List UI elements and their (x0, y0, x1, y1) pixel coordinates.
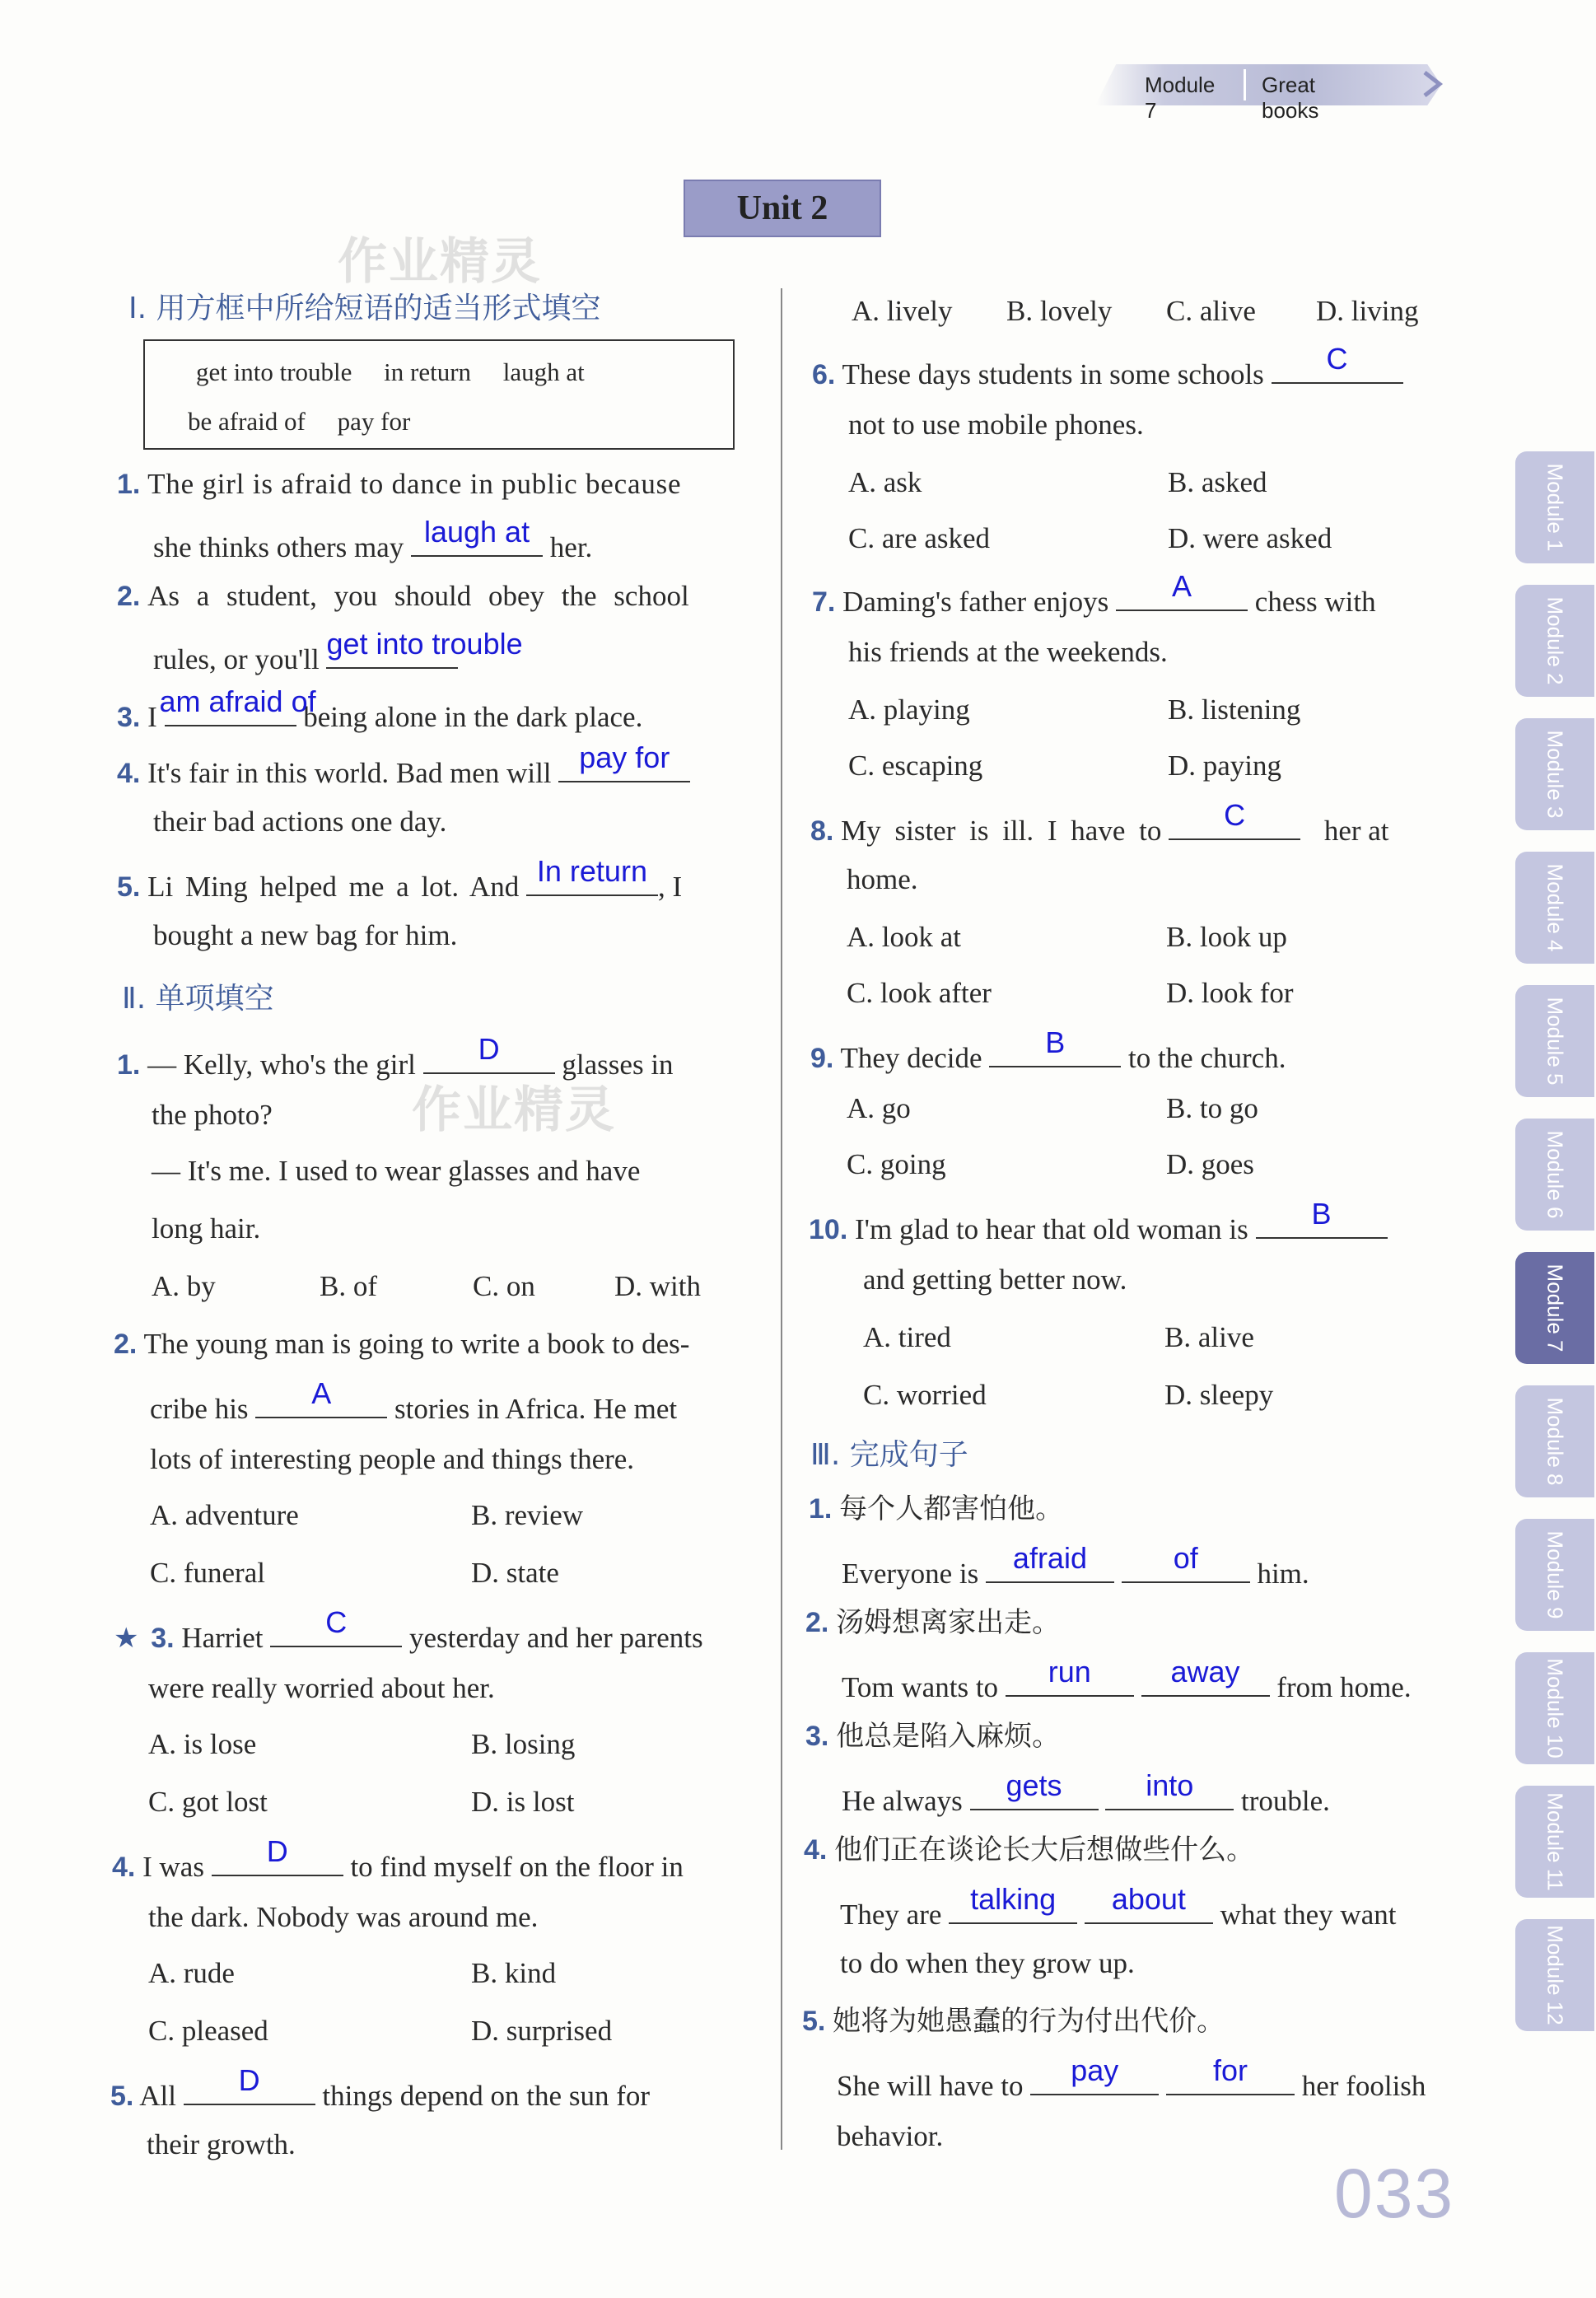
answer-text: In return (536, 854, 647, 888)
question-number: 5. (110, 2081, 134, 2112)
tab-label: Module 3 (1542, 730, 1568, 819)
question-text: Daming's father enjoys (842, 586, 1109, 618)
answer-text: C (325, 1605, 348, 1639)
tab-module-7[interactable] (1515, 1252, 1594, 1364)
option[interactable]: B. lovely (1006, 295, 1113, 327)
question-line (114, 1605, 703, 1656)
column-divider (781, 288, 782, 2150)
option[interactable]: A. go (847, 1092, 911, 1124)
option[interactable]: B. to go (1166, 1092, 1258, 1124)
sentence-text: from home. (1276, 1671, 1412, 1703)
tab-label: Module 7 (1542, 1263, 1568, 1352)
question-number: 4. (117, 758, 141, 789)
option[interactable]: C. pleased (148, 2015, 268, 2047)
sentence-text: trouble. (1241, 1785, 1330, 1817)
tab-module-4[interactable] (1515, 852, 1594, 964)
option[interactable]: A. tired (863, 1321, 951, 1353)
question-line (153, 515, 593, 566)
sentence-text: what they want (1220, 1899, 1397, 1931)
question-text: their bad actions one day. (153, 806, 447, 838)
option[interactable]: C. worried (863, 1379, 987, 1411)
question-line (150, 1376, 678, 1427)
answer-line (842, 1655, 1412, 1706)
question-text: Li Ming helped me a lot. And (147, 871, 520, 903)
answer-line (837, 2053, 1426, 2104)
question-text: things depend on the sun for (322, 2080, 650, 2112)
question-number: 5. (117, 871, 141, 903)
phrase: in return (384, 357, 472, 386)
option[interactable]: A. is lose (148, 1728, 257, 1760)
chinese-prompt: 她将为她愚蠢的行为付出代价。 (833, 2005, 1225, 2038)
question-text: — Kelly, who's the girl (147, 1049, 416, 1081)
page-number: 033 (1334, 2155, 1455, 2232)
question-text: I (147, 701, 157, 733)
tab-label: Module 6 (1542, 1130, 1568, 1219)
tab-module-11[interactable] (1515, 1786, 1594, 1898)
section-heading-2: Ⅱ. 单项填空 (122, 982, 274, 1016)
question-number: 9. (810, 1043, 834, 1074)
question-line (805, 1718, 1060, 1754)
question-number: 2. (114, 1329, 138, 1360)
question-line (117, 854, 683, 905)
option[interactable]: B. asked (1168, 466, 1267, 498)
answer-text: for (1212, 2053, 1248, 2087)
answer-blank[interactable] (1006, 1655, 1134, 1697)
question-line (117, 1032, 674, 1083)
question-text: she thinks others may (153, 531, 404, 563)
answer-text: pay for (579, 740, 670, 774)
question-line (153, 627, 523, 678)
question-text: the photo? (152, 1099, 273, 1131)
option[interactable]: D. were asked (1168, 522, 1332, 554)
question-text: chess with (1254, 586, 1376, 618)
option[interactable]: B. of (320, 1270, 377, 1302)
sentence-text: He always (842, 1785, 963, 1817)
question-line (117, 740, 690, 792)
option[interactable]: B. review (471, 1499, 584, 1531)
sentence-text: him. (1257, 1558, 1309, 1590)
question-text: It's fair in this world. Bad men will (147, 757, 552, 789)
answer-blank[interactable] (970, 1768, 1099, 1810)
header-module: Module 7 (1145, 72, 1216, 123)
question-line (802, 2003, 1225, 2039)
tab-module-6[interactable] (1515, 1119, 1594, 1231)
question-text: were really worried about her. (148, 1672, 495, 1704)
question-text: , I (657, 871, 683, 903)
answer-blank[interactable] (526, 854, 658, 896)
chinese-prompt: 每个人都害怕他。 (839, 1492, 1064, 1525)
question-line (812, 569, 1376, 620)
question-line (812, 342, 1403, 393)
tab-label: Module 4 (1542, 863, 1568, 952)
tab-module-10[interactable] (1515, 1652, 1594, 1764)
question-line (805, 1604, 1060, 1641)
question-line (117, 466, 681, 502)
option[interactable]: D. look for (1166, 977, 1294, 1009)
tab-module-1[interactable] (1515, 451, 1594, 563)
answer-text: C (1326, 342, 1348, 376)
option[interactable]: D. paying (1168, 750, 1282, 782)
answer-blank[interactable] (1256, 1197, 1388, 1239)
answer-blank[interactable] (1122, 1541, 1250, 1583)
question-text: to find myself on the floor in (350, 1851, 684, 1883)
question-number: 1. (117, 469, 141, 500)
answer-text: am afraid of (159, 684, 316, 718)
section-heading-3: Ⅲ. 完成句子 (810, 1438, 968, 1472)
question-text: These days students in some schools (842, 358, 1264, 390)
answer-blank[interactable] (270, 1605, 402, 1647)
answer-text: pay (1071, 2053, 1119, 2087)
tab-label: Module 9 (1542, 1530, 1568, 1619)
section-heading-1: Ⅰ. 用方框中所给短语的适当形式填空 (128, 292, 601, 325)
answer-blank[interactable] (989, 1025, 1121, 1067)
question-line (117, 578, 689, 614)
option[interactable]: B. listening (1168, 694, 1301, 726)
option[interactable]: B. look up (1166, 921, 1287, 953)
question-text: rules, or you'll (153, 643, 320, 675)
answer-text: into (1146, 1768, 1194, 1802)
header-title: Great books (1262, 72, 1319, 123)
question-number: 4. (112, 1852, 136, 1883)
question-number: 2. (805, 1607, 829, 1638)
question-text: All (139, 2080, 176, 2112)
answer-text: B (1311, 1197, 1332, 1231)
chevron-right-icon (1418, 69, 1448, 99)
question-line (804, 1832, 1254, 1868)
question-line (114, 1326, 689, 1362)
question-text: — It's me. I used to wear glasses and have (152, 1155, 641, 1187)
star-icon: ★ (114, 1623, 139, 1654)
question-text: not to use mobile phones. (848, 409, 1144, 441)
question-line (117, 684, 643, 736)
answer-blank[interactable] (159, 684, 316, 726)
option[interactable]: C. funeral (150, 1557, 265, 1589)
answer-text: A (1172, 569, 1192, 603)
question-number: 6. (812, 359, 836, 390)
sentence-text: behavior. (837, 2120, 944, 2152)
answer-blank[interactable] (423, 1032, 555, 1074)
answer-blank[interactable] (558, 740, 690, 782)
tab-label: Module 8 (1542, 1397, 1568, 1486)
answer-blank[interactable] (212, 1834, 343, 1876)
question-text: Harriet (181, 1622, 264, 1654)
option[interactable]: D. living (1316, 295, 1419, 327)
word-box (143, 339, 735, 450)
phrase: get into trouble (196, 357, 352, 386)
answer-text: A (311, 1376, 332, 1410)
question-number: 7. (812, 586, 836, 618)
answer-text: gets (1006, 1768, 1062, 1802)
sentence-text: Everyone is (842, 1558, 979, 1590)
question-text: The girl is afraid to dance in public because (147, 468, 682, 500)
question-text: cribe his (150, 1393, 249, 1425)
option[interactable]: C. alive (1166, 295, 1256, 327)
tab-label: Module 12 (1542, 1925, 1568, 2025)
option[interactable]: A. by (152, 1270, 216, 1302)
option[interactable]: C. look after (847, 977, 992, 1009)
answer-blank[interactable] (1141, 1655, 1270, 1697)
question-number: 1. (809, 1493, 833, 1525)
sentence-text: She will have to (837, 2070, 1024, 2102)
question-text: to the church. (1127, 1042, 1286, 1074)
question-line (809, 1197, 1388, 1248)
sentence-text: They are (840, 1899, 942, 1931)
question-line (810, 1025, 1286, 1077)
answer-blank[interactable] (1105, 1768, 1234, 1810)
answer-text: laugh at (423, 515, 530, 549)
chinese-prompt: 汤姆想离家出走。 (836, 1606, 1061, 1639)
option[interactable]: D. state (471, 1557, 559, 1589)
answer-text: D (478, 1032, 500, 1066)
question-text: As a student, you should obey the school (147, 580, 689, 612)
question-number: 5. (802, 2006, 826, 2037)
question-text: My sister is ill. I have to (841, 815, 1162, 847)
tab-module-12[interactable] (1515, 1919, 1594, 2031)
sentence-text: to do when they grow up. (840, 1947, 1135, 1979)
answer-blank[interactable] (1166, 2053, 1295, 2095)
option[interactable]: D. goes (1166, 1148, 1254, 1180)
answer-line (842, 1768, 1330, 1819)
option[interactable]: C. got lost (148, 1786, 268, 1818)
question-text: They decide (840, 1042, 982, 1074)
option[interactable]: C. on (473, 1270, 535, 1302)
answer-text: D (266, 1834, 288, 1868)
option[interactable]: A. look at (847, 921, 962, 953)
answer-text: of (1173, 1541, 1198, 1575)
question-line (112, 1834, 684, 1885)
sentence-text: Tom wants to (842, 1671, 999, 1703)
question-text: I'm glad to hear that old woman is (855, 1213, 1248, 1245)
tab-label: Module 2 (1542, 596, 1568, 685)
option[interactable]: D. surprised (471, 2015, 613, 2047)
tab-label: Module 10 (1542, 1658, 1568, 1759)
question-text: lots of interesting people and things there. (150, 1443, 635, 1475)
question-text: his friends at the weekends. (848, 636, 1168, 668)
option[interactable]: A. rude (148, 1957, 235, 1989)
answer-text: about (1111, 1882, 1186, 1916)
question-number: 2. (117, 581, 141, 612)
answer-line (840, 1882, 1397, 1933)
option[interactable]: A. lively (852, 295, 953, 327)
answer-blank[interactable] (1085, 1882, 1213, 1924)
question-text: yesterday and her parents (408, 1622, 703, 1654)
option[interactable]: A. adventure (150, 1499, 299, 1531)
tab-module-5[interactable] (1515, 985, 1594, 1097)
option[interactable]: B. alive (1164, 1321, 1254, 1353)
answer-blank[interactable] (326, 627, 523, 669)
question-line (810, 798, 1389, 849)
question-text: The young man is going to write a book to des- (143, 1328, 690, 1360)
answer-text: talking (970, 1882, 1057, 1916)
question-text: bought a new bag for him. (153, 919, 458, 951)
answer-blank[interactable] (184, 2063, 315, 2105)
answer-blank[interactable] (255, 1376, 387, 1418)
option[interactable]: D. sleepy (1164, 1379, 1274, 1411)
tab-label: Module 1 (1542, 463, 1568, 552)
header-separator (1244, 69, 1246, 100)
answer-line (842, 1541, 1309, 1592)
answer-text: afraid (1012, 1541, 1087, 1575)
question-text: stories in Africa. He met (394, 1393, 678, 1425)
tab-label: Module 11 (1542, 1792, 1568, 1891)
question-text: their growth. (147, 2128, 296, 2160)
tab-label: Module 5 (1542, 997, 1568, 1086)
option[interactable]: C. are asked (848, 522, 991, 554)
tab-module-8[interactable] (1515, 1385, 1594, 1497)
answer-text: D (238, 2063, 260, 2097)
answer-blank[interactable] (1169, 798, 1300, 840)
watermark: 作业精灵 (412, 1081, 616, 1139)
question-text: glasses in (562, 1049, 674, 1081)
option[interactable]: A. ask (848, 466, 922, 498)
tab-module-9[interactable] (1515, 1519, 1594, 1631)
chinese-prompt: 他总是陷入麻烦。 (836, 1720, 1061, 1753)
answer-text: B (1045, 1025, 1066, 1059)
answer-text: run (1048, 1655, 1091, 1688)
option[interactable]: C. escaping (848, 750, 983, 782)
answer-blank[interactable] (1030, 2053, 1159, 2095)
answer-blank[interactable] (1272, 342, 1403, 384)
answer-text: C (1224, 798, 1246, 832)
question-text: long hair. (152, 1212, 261, 1245)
answer-blank[interactable] (411, 515, 543, 557)
question-line (809, 1491, 1063, 1527)
option[interactable]: A. playing (848, 694, 970, 726)
option[interactable]: B. losing (471, 1728, 576, 1760)
question-text: her. (549, 531, 593, 563)
answer-blank[interactable] (986, 1541, 1114, 1583)
question-number: 10. (809, 1214, 848, 1245)
option[interactable]: D. with (614, 1270, 701, 1302)
question-text: being alone in the dark place. (303, 701, 643, 733)
question-text: and getting better now. (863, 1263, 1127, 1296)
question-number: 8. (810, 815, 834, 847)
tab-module-2[interactable] (1515, 585, 1594, 697)
option[interactable]: D. is lost (471, 1786, 575, 1818)
question-text: I was (142, 1851, 204, 1883)
question-text: the dark. Nobody was around me. (148, 1901, 539, 1933)
tab-module-3[interactable] (1515, 718, 1594, 830)
question-text: her at (1323, 815, 1389, 847)
phrase: be afraid of (188, 407, 306, 436)
answer-blank[interactable] (949, 1882, 1077, 1924)
answer-text: get into trouble (326, 627, 523, 661)
word-box-row (188, 404, 410, 440)
chinese-prompt: 他们正在谈论长大后想做些什么。 (834, 1833, 1255, 1866)
sentence-text: her foolish (1301, 2070, 1426, 2102)
question-number: 3. (151, 1623, 175, 1654)
question-number: 1. (117, 1049, 141, 1081)
question-number: 3. (117, 702, 141, 733)
watermark: 作业精灵 (338, 233, 542, 291)
option[interactable]: C. going (847, 1148, 946, 1180)
phrase: laugh at (502, 357, 585, 386)
option[interactable]: B. kind (471, 1957, 557, 1989)
answer-text: away (1170, 1655, 1240, 1688)
phrase: pay for (337, 407, 411, 436)
unit-title: Unit 2 (684, 180, 881, 237)
answer-blank[interactable] (1116, 569, 1248, 611)
word-box-row (196, 354, 585, 390)
question-number: 4. (804, 1834, 828, 1866)
question-line (110, 2063, 650, 2114)
question-number: 3. (805, 1721, 829, 1752)
question-text: home. (847, 863, 918, 895)
